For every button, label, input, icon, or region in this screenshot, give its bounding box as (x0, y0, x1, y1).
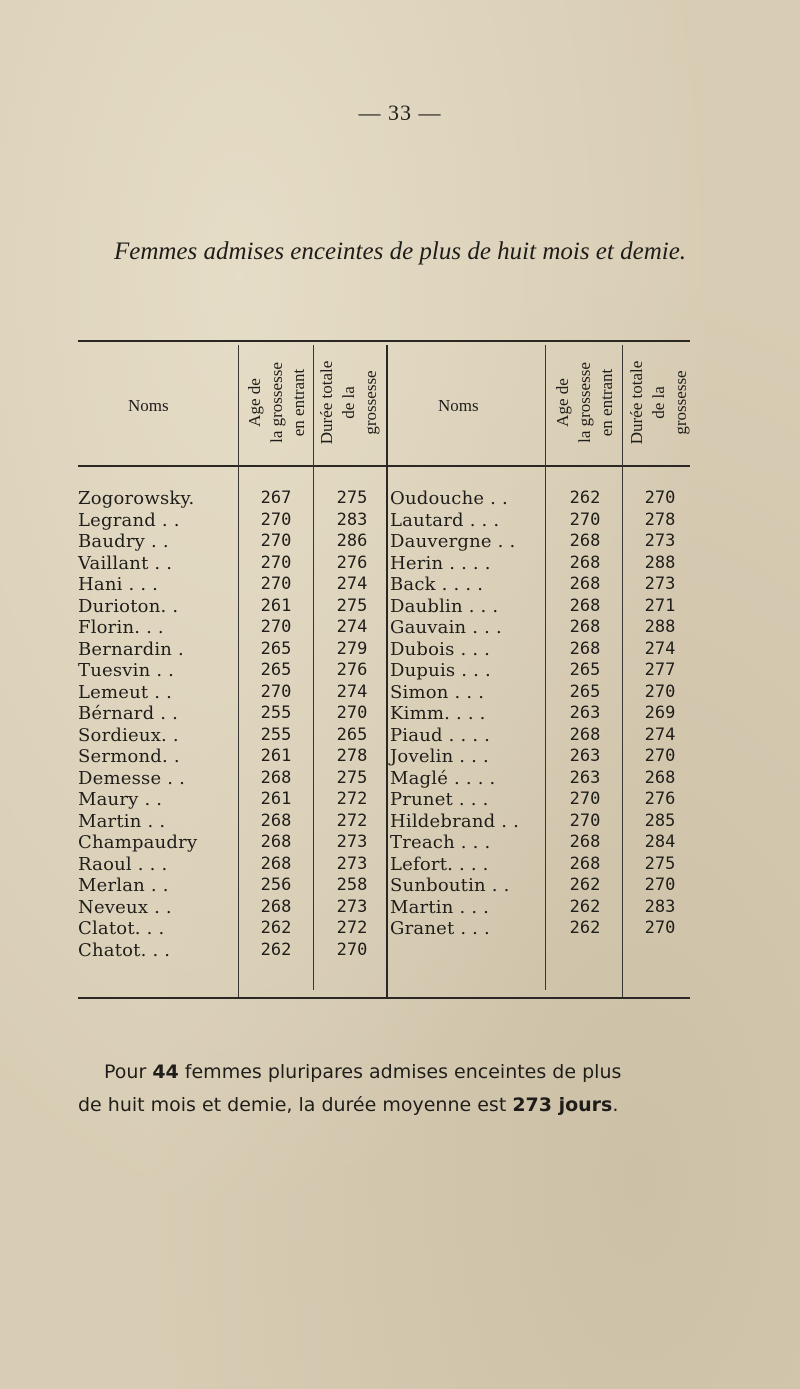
left-name: Champaudry (78, 832, 198, 853)
right-age: 262 (569, 918, 601, 938)
left-name: Florin. . . (78, 617, 164, 638)
table-row (0, 574, 800, 596)
left-name: Legrand . . (78, 509, 180, 531)
left-duree: 274 (336, 574, 368, 594)
left-duree: 276 (336, 552, 368, 573)
right-name: Treach . . . (390, 832, 491, 853)
right-name: Jovelin . . . (390, 746, 489, 767)
table-body (0, 488, 800, 961)
header-age-line1: Age de (553, 378, 572, 427)
footer-text: femmes pluripares admises enceintes de plus (178, 1061, 622, 1083)
header-duree-line2: de la (339, 386, 358, 419)
table-row (0, 596, 800, 618)
right-age: 263 (569, 767, 601, 788)
left-duree: 273 (336, 832, 368, 852)
left-name: Tuesvin . . (78, 660, 175, 681)
left-age: 256 (260, 875, 292, 895)
right-duree: 274 (644, 724, 676, 745)
right-age: 268 (569, 853, 601, 874)
page-number: — 33 — (358, 100, 442, 125)
right-duree: 277 (644, 660, 676, 680)
header-duree-line1: Durée totale (317, 360, 336, 445)
left-age: 267 (260, 488, 292, 508)
footer-mean-days: 273 jours (512, 1094, 613, 1116)
right-duree: 270 (644, 918, 676, 938)
left-duree: 274 (336, 617, 368, 637)
right-age: 270 (569, 810, 601, 831)
footer-line-2 (78, 1089, 718, 1122)
header-age-line1: Age de (245, 378, 264, 427)
right-name: Back . . . . (390, 574, 484, 595)
left-name: Raoul . . . (78, 853, 168, 875)
left-age: 261 (260, 595, 292, 616)
left-name: Sordieux. . (78, 724, 179, 746)
header-name-right: Noms (438, 396, 479, 415)
left-duree: 275 (336, 488, 368, 508)
right-name: Sunboutin . . (390, 875, 510, 896)
right-name: Maglé . . . . (390, 767, 496, 789)
left-name: Vaillant . . (78, 552, 173, 574)
right-age: 268 (569, 724, 601, 745)
left-age: 255 (260, 724, 292, 745)
right-name: Daublin . . . (390, 595, 499, 617)
header-duree-left (316, 345, 382, 460)
header-age-line2: la grossesse (267, 362, 286, 443)
left-name: Martin . . (78, 810, 166, 832)
left-age: 261 (260, 746, 292, 766)
right-age: 268 (569, 617, 601, 637)
left-name: Bernardin . (78, 638, 184, 660)
left-age: 261 (260, 789, 292, 809)
left-duree: 265 (336, 724, 368, 745)
left-duree: 276 (336, 660, 368, 680)
left-age: 270 (260, 681, 292, 702)
left-age: 268 (260, 896, 292, 917)
header-duree-line2: de la (649, 386, 668, 419)
footer-summary (78, 1056, 718, 1122)
right-name: Martin . . . (390, 896, 490, 918)
left-age: 268 (260, 832, 292, 852)
table-title: Femmes admises enceintes de plus de huit mois et demie. (113, 238, 687, 265)
right-age: 263 (569, 703, 601, 723)
left-age: 270 (260, 552, 292, 573)
left-duree: 275 (336, 767, 368, 788)
header-bottom-rule (78, 465, 690, 467)
right-duree: 284 (644, 832, 676, 852)
header-age-line3: en entrant (597, 368, 616, 437)
table-bottom-rule (78, 997, 690, 999)
table-row (0, 768, 800, 790)
right-duree: 271 (644, 595, 676, 616)
left-name: Bérnard . . (78, 703, 179, 724)
table-row (0, 703, 800, 725)
right-age: 262 (569, 896, 601, 917)
table-row (0, 854, 800, 876)
header-duree-right (626, 345, 692, 460)
left-duree: 274 (336, 681, 368, 702)
right-name: Piaud . . . . (390, 724, 491, 746)
left-age: 268 (260, 810, 292, 831)
left-duree: 272 (336, 918, 368, 938)
right-age: 268 (569, 832, 601, 852)
right-name: Dupuis . . . (390, 660, 491, 681)
table-row (0, 940, 800, 962)
left-duree: 283 (336, 509, 368, 530)
table-row (0, 488, 800, 510)
header-age-right (552, 345, 618, 460)
left-duree: 275 (336, 595, 368, 616)
left-duree: 258 (336, 875, 368, 895)
left-age: 270 (260, 531, 292, 551)
left-age: 265 (260, 660, 292, 680)
right-duree: 276 (644, 789, 676, 809)
left-name: Demesse . . (78, 767, 186, 789)
right-duree: 273 (644, 574, 676, 594)
right-name: Dubois . . . (390, 638, 491, 660)
right-age: 268 (569, 531, 601, 551)
right-age: 270 (569, 789, 601, 809)
footer-line-1 (78, 1056, 718, 1089)
left-duree: 272 (336, 789, 368, 809)
right-duree: 270 (644, 746, 676, 766)
right-duree: 275 (644, 853, 676, 874)
right-name: Granet . . . (390, 918, 490, 939)
left-duree: 279 (336, 638, 368, 659)
left-name: Merlan . . (78, 875, 169, 896)
footer-text: Pour (104, 1061, 153, 1083)
right-name: Herin . . . . (390, 552, 491, 574)
table-row (0, 660, 800, 682)
right-duree: 288 (644, 617, 676, 637)
right-name: Oudouche . . (390, 488, 508, 509)
table-row (0, 531, 800, 553)
left-age: 265 (260, 638, 292, 659)
right-age: 265 (569, 681, 601, 702)
left-name: Chatot. . . (78, 939, 171, 961)
header-duree-line1: Durée totale (627, 360, 646, 445)
right-duree: 270 (644, 488, 676, 508)
left-duree: 272 (336, 810, 368, 831)
left-name: Neveux . . (78, 896, 172, 918)
right-name: Prunet . . . (390, 789, 489, 810)
right-age: 268 (569, 574, 601, 594)
left-duree: 273 (336, 896, 368, 917)
footer-text: de huit mois et demie, la durée moyenne est (78, 1094, 513, 1116)
left-age: 255 (260, 703, 292, 723)
footer-text: . (612, 1094, 619, 1116)
left-age: 268 (260, 767, 292, 788)
right-name: Lautard . . . (390, 509, 500, 531)
footer-count: 44 (152, 1061, 179, 1083)
left-name: Hani . . . (78, 574, 159, 595)
right-duree: 270 (644, 875, 676, 895)
left-name: Durioton. . (78, 595, 179, 617)
table-row (0, 789, 800, 811)
left-name: Maury . . (78, 789, 163, 810)
right-age: 268 (569, 638, 601, 659)
header-age-left (244, 345, 310, 460)
left-duree: 286 (336, 531, 368, 551)
right-age: 263 (569, 746, 601, 766)
right-name: Simon . . . (390, 681, 485, 703)
right-duree: 278 (644, 509, 676, 530)
left-age: 262 (260, 918, 292, 938)
table-row (0, 553, 800, 575)
left-duree: 270 (336, 703, 368, 723)
right-name: Lefort. . . . (390, 853, 489, 875)
left-duree: 278 (336, 746, 368, 766)
header-age-line3: en entrant (289, 368, 308, 437)
right-duree: 288 (644, 552, 676, 573)
header-top-rule (78, 340, 690, 342)
left-duree: 273 (336, 853, 368, 874)
left-name: Sermond. . (78, 746, 180, 767)
table-row (0, 510, 800, 532)
left-duree: 270 (336, 939, 368, 960)
table-row (0, 832, 800, 854)
left-name: Baudry . . (78, 531, 169, 552)
table-row (0, 918, 800, 940)
left-name: Zogorowsky. (78, 488, 195, 509)
header-duree-line3: grossesse (671, 370, 690, 435)
right-duree: 274 (644, 638, 676, 659)
right-duree: 283 (644, 896, 676, 917)
left-age: 262 (260, 939, 292, 960)
table-row (0, 617, 800, 639)
right-age: 270 (569, 509, 601, 530)
right-name: Kimm. . . . (390, 703, 486, 724)
right-age: 265 (569, 660, 601, 680)
header-name-left: Noms (128, 396, 169, 415)
table-row (0, 746, 800, 768)
left-age: 270 (260, 617, 292, 637)
right-age: 262 (569, 488, 601, 508)
table-row (0, 639, 800, 661)
right-name: Dauvergne . . (390, 531, 516, 552)
table-row (0, 875, 800, 897)
right-name: Hildebrand . . (390, 810, 520, 832)
left-age: 270 (260, 509, 292, 530)
left-age: 270 (260, 574, 292, 594)
header-age-line2: la grossesse (575, 362, 594, 443)
right-age: 268 (569, 552, 601, 573)
right-age: 268 (569, 595, 601, 616)
left-name: Lemeut . . (78, 681, 173, 703)
right-age: 262 (569, 875, 601, 895)
left-name: Clatot. . . (78, 918, 165, 939)
table-row (0, 811, 800, 833)
table-row (0, 897, 800, 919)
right-name: Gauvain . . . (390, 617, 502, 638)
table-row (0, 725, 800, 747)
left-age: 268 (260, 853, 292, 874)
right-duree: 269 (644, 703, 676, 723)
table-row (0, 682, 800, 704)
right-duree: 273 (644, 531, 676, 551)
right-duree: 285 (644, 810, 676, 831)
header-duree-line3: grossesse (361, 370, 380, 435)
right-duree: 268 (644, 767, 676, 788)
right-duree: 270 (644, 681, 676, 702)
